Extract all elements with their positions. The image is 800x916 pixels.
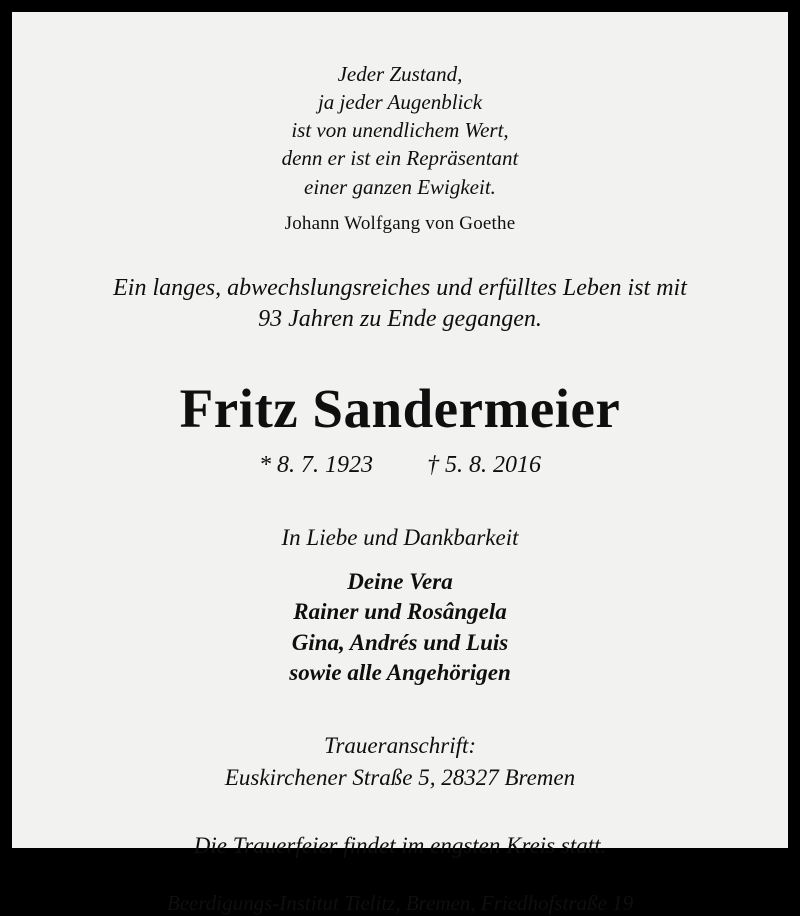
birth-date: * 8. 7. 1923 xyxy=(259,451,373,478)
intro-text xyxy=(113,273,687,336)
quote-line-3: ist von unendlichem Wert, xyxy=(291,118,509,143)
quote-line-5: einer ganzen Ewigkeit. xyxy=(304,174,496,199)
quote-block xyxy=(282,60,519,201)
deceased-name: Fritz Sandermeier xyxy=(179,377,621,439)
intro-line-1: Ein langes, abwechslungsreiches und erfülltes Leben ist mit xyxy=(113,274,687,301)
family-line-1: Deine Vera xyxy=(347,568,453,594)
family-line-4: sowie alle Angehörigen xyxy=(289,660,511,686)
funeral-institute: Beerdigungs-Institut Tielitz, Bremen, Friedhofstraße 19 xyxy=(166,891,634,916)
family-block xyxy=(289,567,511,689)
quote-author: Johann Wolfgang von Goethe xyxy=(284,212,516,234)
intro-line-2: 93 Jahren zu Ende gegangen. xyxy=(258,306,542,333)
quote-line-1: Jeder Zustand, xyxy=(337,62,463,86)
dedication-text: In Liebe und Dankbarkeit xyxy=(281,524,519,550)
obituary-card xyxy=(12,12,788,916)
mourning-address-value: Euskirchener Straße 5, 28327 Bremen xyxy=(224,765,576,791)
quote-line-2: ja jeder Augenblick xyxy=(317,90,483,115)
mourning-address-title: Traueranschrift: xyxy=(323,733,477,759)
ceremony-note: Die Trauerfeier findet im engsten Kreis statt. xyxy=(193,833,607,859)
family-line-3: Gina, Andrés und Luis xyxy=(291,629,509,655)
family-line-2: Rainer und Rosângela xyxy=(293,599,507,625)
death-date: † 5. 8. 2016 xyxy=(427,451,541,478)
deceased-dates xyxy=(259,452,541,479)
quote-line-4: denn er ist ein Repräsentant xyxy=(281,146,519,171)
